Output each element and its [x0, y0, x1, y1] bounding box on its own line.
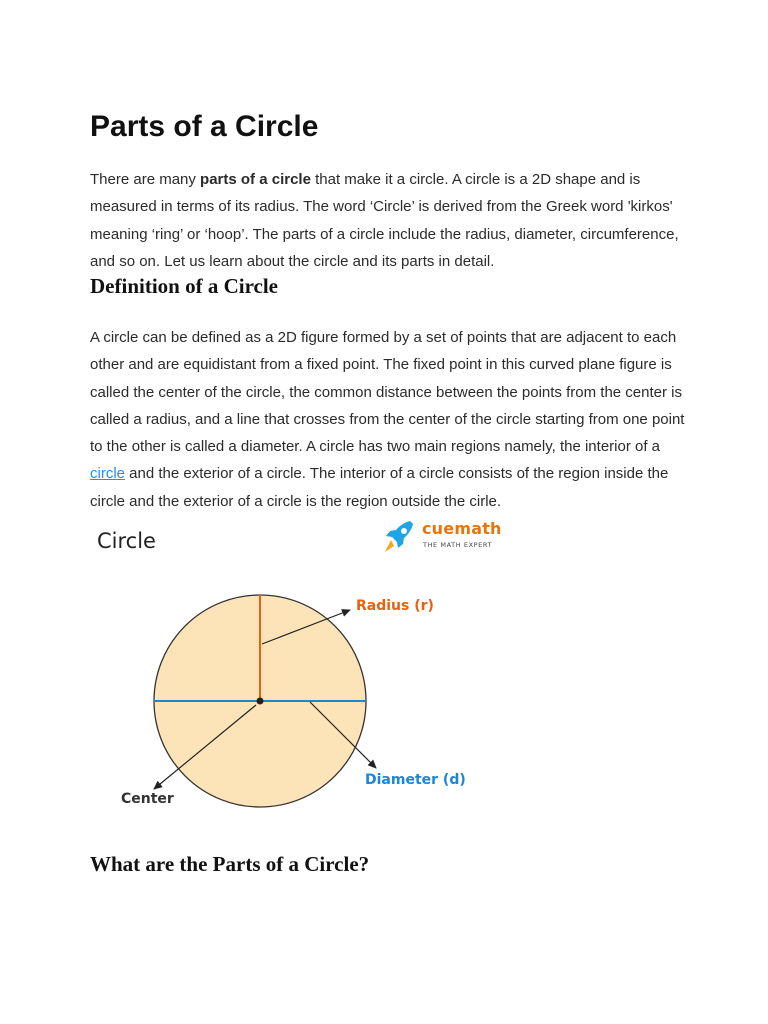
definition-heading: Definition of a Circle — [90, 274, 278, 298]
intro-rest: that make it a circle. A circle is a 2D shape and is measured in terms of its radius. The word ‘Circle’ is derived from the Greek word 'kirkos' meaning ‘ring’ or ‘hoop’. The parts of a circle include the radius, diameter, circumference, and so on. Let us learn about the circle and its parts in detail. — [90, 171, 679, 270]
figure-title: Circle — [97, 529, 156, 553]
intro-bold: parts of a circle — [200, 171, 311, 188]
diameter-label: Diameter (d) — [365, 772, 466, 788]
intro-lead: There are many — [90, 171, 201, 188]
center-label: Center — [121, 791, 174, 807]
circle-link[interactable]: circle — [90, 465, 126, 483]
definition-text-before: A circle can be defined as a 2D figure formed by a set of points that are adjacent to each other and are equidistant from a fixed point. The fixed point in this curved plane figure is called the center of the circle, the common distance between the points from the center is called a radius, and a line that crosses from the center of the circle starting from one point to the other is called a diameter. A circle has two main regions namely, the interior of a — [90, 329, 685, 456]
definition-paragraph — [90, 324, 690, 515]
definition-text-after: and the exterior of a circle. The interior of a circle consists of the region inside the circle and the exterior of a circle is the region outside the cirle. — [90, 465, 669, 510]
parts-heading: What are the Parts of a Circle? — [90, 852, 370, 876]
cuemath-logo — [382, 516, 502, 556]
intro-paragraph — [90, 166, 690, 275]
rocket-icon — [382, 518, 416, 556]
center-point — [257, 698, 264, 705]
circle-figure — [90, 512, 510, 822]
page-title: Parts of a Circle — [90, 110, 319, 143]
brand-tagline: THE MATH EXPERT — [423, 541, 493, 549]
brand-name: cuemath — [422, 519, 502, 538]
radius-label: Radius (r) — [356, 598, 434, 614]
